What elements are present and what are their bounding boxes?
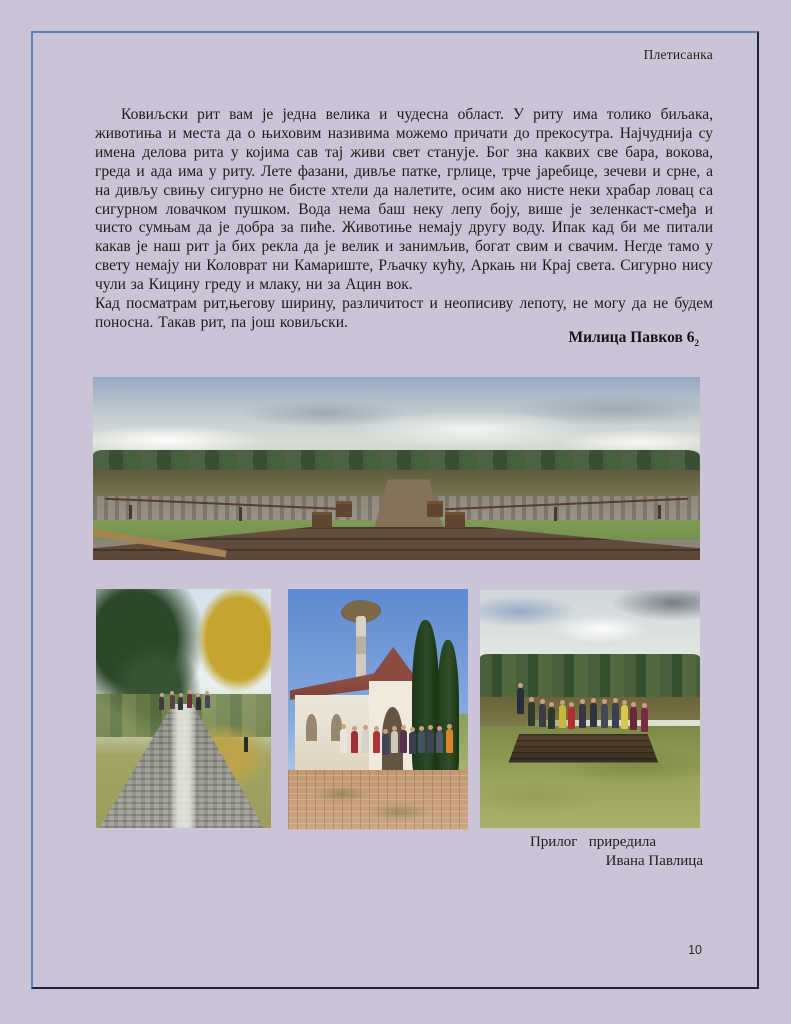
panorama-bench — [427, 501, 443, 517]
person-figure — [159, 697, 164, 710]
person-figure — [601, 704, 608, 728]
credit-block — [481, 833, 705, 870]
panorama-bench — [336, 501, 352, 517]
page-header-title: Плетисанка — [643, 47, 713, 62]
photo-park-path-walk — [96, 589, 271, 828]
person-figure — [528, 702, 535, 726]
photo-group-on-platform — [480, 590, 700, 828]
article-paragraph-2: Кад посматрам рит,његову ширину, различитост и неописиву лепоту, не могу да не будем поносна. Такав рит, па још ковиљски. — [95, 295, 713, 331]
panorama-sky — [93, 377, 700, 458]
person-figure — [559, 705, 566, 728]
author-byline — [95, 329, 713, 348]
article-body — [95, 106, 713, 333]
park-bollard — [244, 737, 248, 752]
person-figure — [548, 707, 555, 729]
person-figure — [517, 688, 524, 714]
cypress-tree — [437, 640, 459, 777]
panorama-rail-post — [239, 507, 242, 521]
person-figure — [391, 731, 398, 753]
group-photo-sky — [480, 590, 700, 661]
group-photo-wooden-platform — [509, 734, 659, 763]
person-figure — [621, 705, 628, 729]
person-figure — [205, 695, 210, 708]
panorama-treeline — [93, 450, 700, 472]
panorama-rail-post — [554, 507, 557, 521]
person-figure — [373, 731, 380, 753]
person-figure — [196, 697, 201, 710]
person-figure — [590, 703, 597, 727]
group-photo-treeline — [480, 654, 700, 699]
person-figure — [170, 695, 175, 709]
panorama-bench — [312, 512, 332, 528]
panorama-rail-post — [658, 505, 661, 519]
chapel-brick-pavement — [288, 770, 468, 830]
person-figure — [568, 707, 575, 729]
person-figure — [612, 703, 619, 728]
person-figure — [362, 730, 369, 753]
person-figure — [340, 729, 347, 753]
article-paragraph-1: Ковиљски рит вам је једна велика и чудесна област. У риту има толико биљака, животиња и места да о њиховим називима можемо причати до прекосутра. Најчуднија су имена делова рита у којима сав тај живи свет станује. Бог зна каквих све бара, вокова, греда и ада има у риту. Лете фазани, дивље патке, грлице, трче јаребице, зечеви и срне, а на дивљу свињу сигурно не бисте хтели да налетите, осим ако нисте неки храбар ловац са сигурном ловачком пушком. Вода нема баш неку лепу боју, више је зеленкаст-смеђа и чисто сумњам да је добра за пиће. Животиње немају другу воду. Ипак кад би ме питали какав је наш рит ја бих рекла да је велик и занимљив, богат свим и свачим. Негде тамо у свету немају ни Коловрат ни Камариште, Рљачку кућу, Аркањ ни Крај света. Сигурно нису чули за Кицину греду и млаку, ни за Ацин вок. — [95, 106, 713, 294]
person-figure — [446, 729, 453, 753]
credit-line-2: Ивана Павлица — [605, 852, 703, 869]
panorama-rail-post — [129, 505, 132, 519]
credit-line-1: Прилог приредила — [529, 834, 657, 850]
author-class-subscript: 2 — [694, 338, 699, 349]
person-figure — [641, 708, 648, 732]
person-figure — [187, 694, 192, 708]
author-name: Милица Павков 6 — [568, 329, 695, 346]
photo-chapel-group — [288, 589, 468, 830]
person-figure — [436, 731, 443, 753]
person-figure — [409, 732, 416, 754]
nest-pillar — [356, 616, 367, 686]
photo-river-pier-panorama — [93, 377, 700, 560]
person-figure — [178, 697, 183, 710]
panorama-bench — [445, 512, 465, 528]
person-figure — [630, 707, 637, 730]
chapel-arched-window — [306, 714, 317, 741]
cypress-tree — [412, 620, 439, 777]
person-figure — [351, 731, 358, 753]
person-figure — [539, 704, 546, 727]
person-figure — [400, 730, 407, 753]
person-figure — [427, 730, 434, 753]
page-number: 10 — [688, 943, 702, 957]
person-figure — [579, 704, 586, 728]
person-figure — [418, 731, 425, 753]
person-figure — [382, 734, 389, 755]
